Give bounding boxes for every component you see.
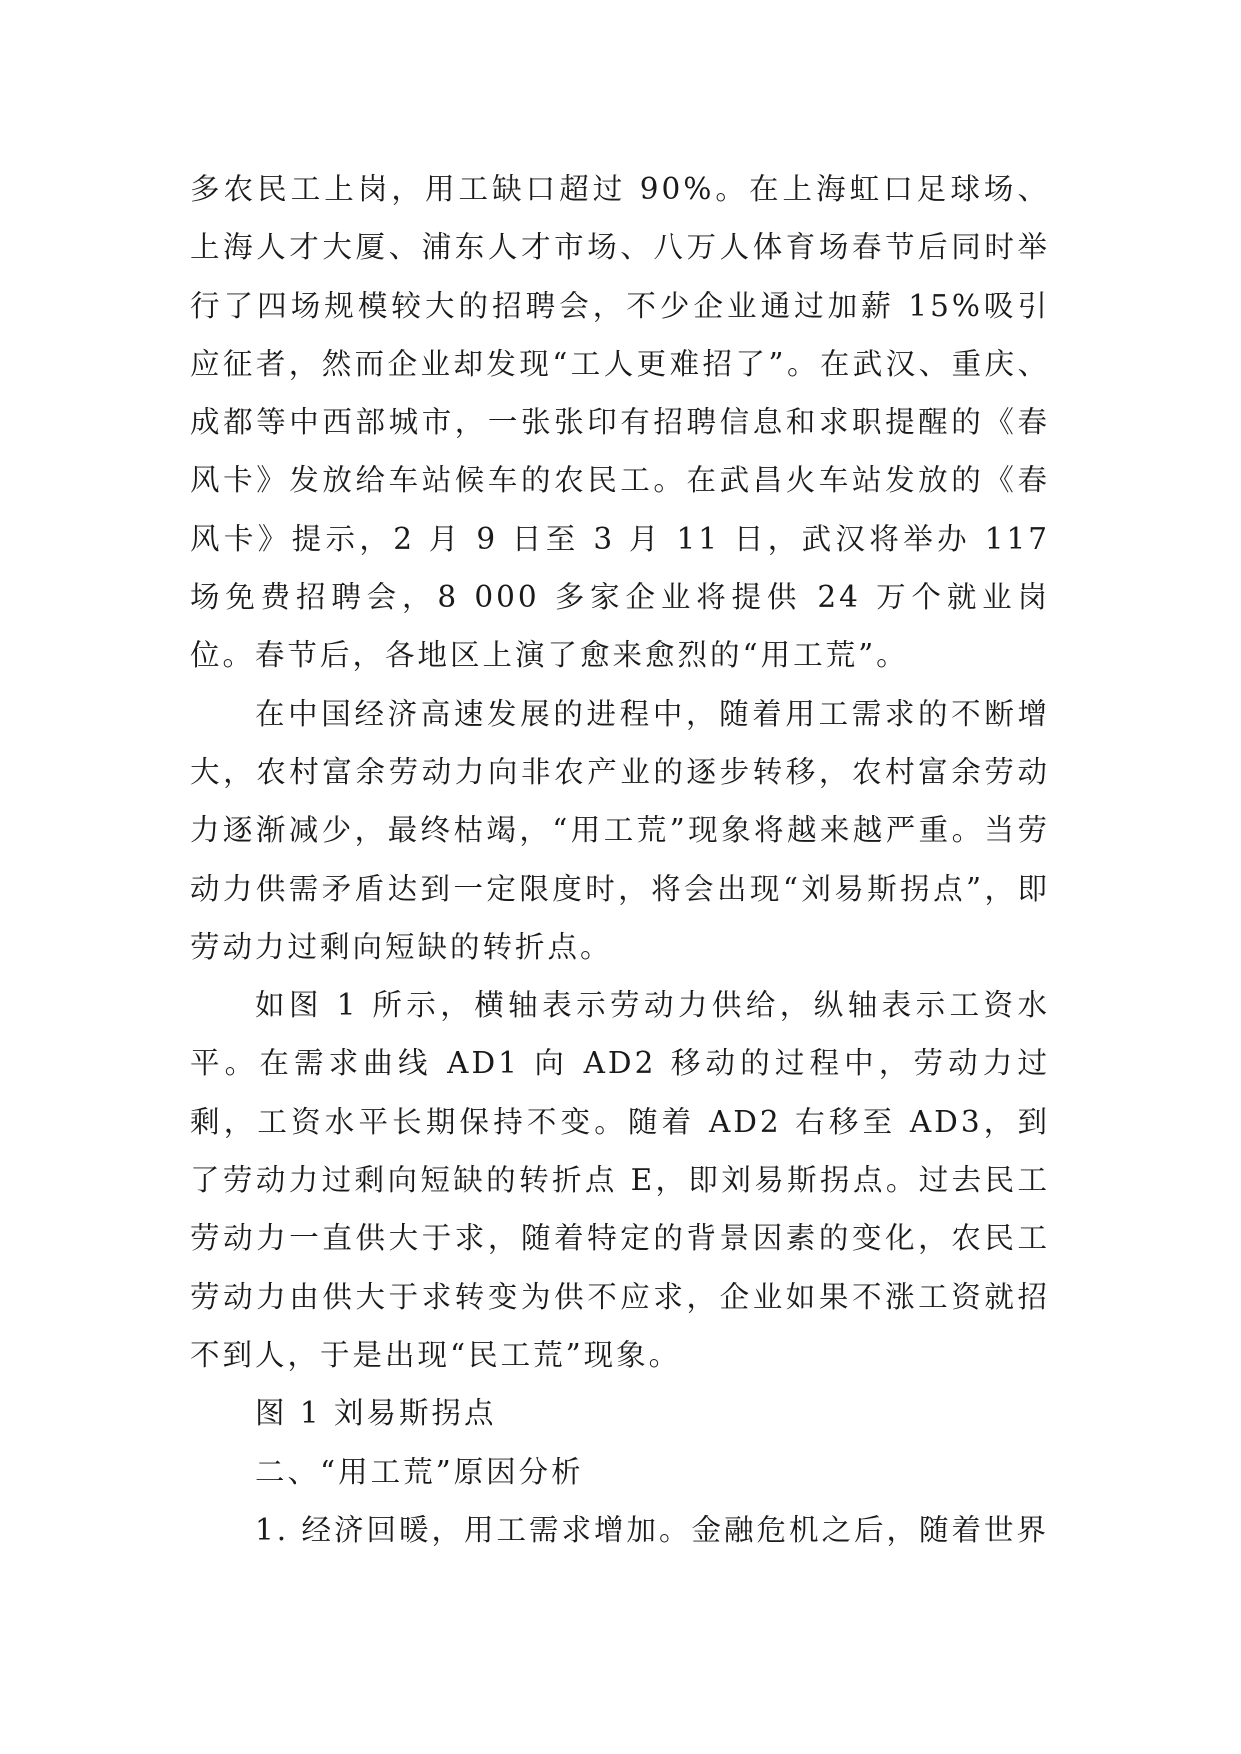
paragraph-lewis-turning-point: 在中国经济高速发展的进程中，随着用工需求的不断增大，农村富余劳动力向非农产业的逐步转移，农村富余劳动力逐渐减少，最终枯竭，“用工荒”现象将越来越严重。当劳动力供需矛盾达到一定限度时，将会出现“刘易斯拐点”，即劳动力过剩向短缺的转折点。 <box>190 696 1050 964</box>
paragraph-recruitment-shortage: 多农民工上岗，用工缺口超过 90%。在上海虹口足球场、上海人才大厦、浦东人才市场、八万人体育场春节后同时举行了四场规模较大的招聘会，不少企业通过加薪 15%吸引应征者，然而企业却发现“工人更难招了”。在武汉、重庆、成都等中西部城市，一张张印有招聘信息和求职提醒的《春风卡》发放给车站候车的农民工。在武昌火车站发放的《春风卡》提示，2 月 9 日至 3 月 11 日，武汉将举办 117 场免费招聘会，8 000 多家企业将提供 24 万个就业岗位。春节后，各地区上演了愈来愈烈的“用工荒”。 <box>190 172 1050 673</box>
section-heading: 二、“用工荒”原因分析 <box>255 1454 584 1489</box>
figure-caption: 图 1 刘易斯拐点 <box>255 1396 497 1431</box>
paragraph-figure-explanation: 如图 1 所示，横轴表示劳动力供给，纵轴表示工资水平。在需求曲线 AD1 向 AD2 移动的过程中，劳动力过剩，工资水平长期保持不变。随着 AD2 右移至 AD3，到了劳动力过剩向短缺的转折点 E，即刘易斯拐点。过去民工劳动力一直供大于求，随着特定的背景因素的变化，农民工劳动力由供大于求转变为供不应求，企业如果不涨工资就招不到人，于是出现“民工荒”现象。 <box>190 988 1050 1372</box>
paragraph-economic-recovery: 1. 经济回暖，用工需求增加。金融危机之后，随着世界 <box>255 1512 1050 1547</box>
document-body <box>190 160 1050 1559</box>
